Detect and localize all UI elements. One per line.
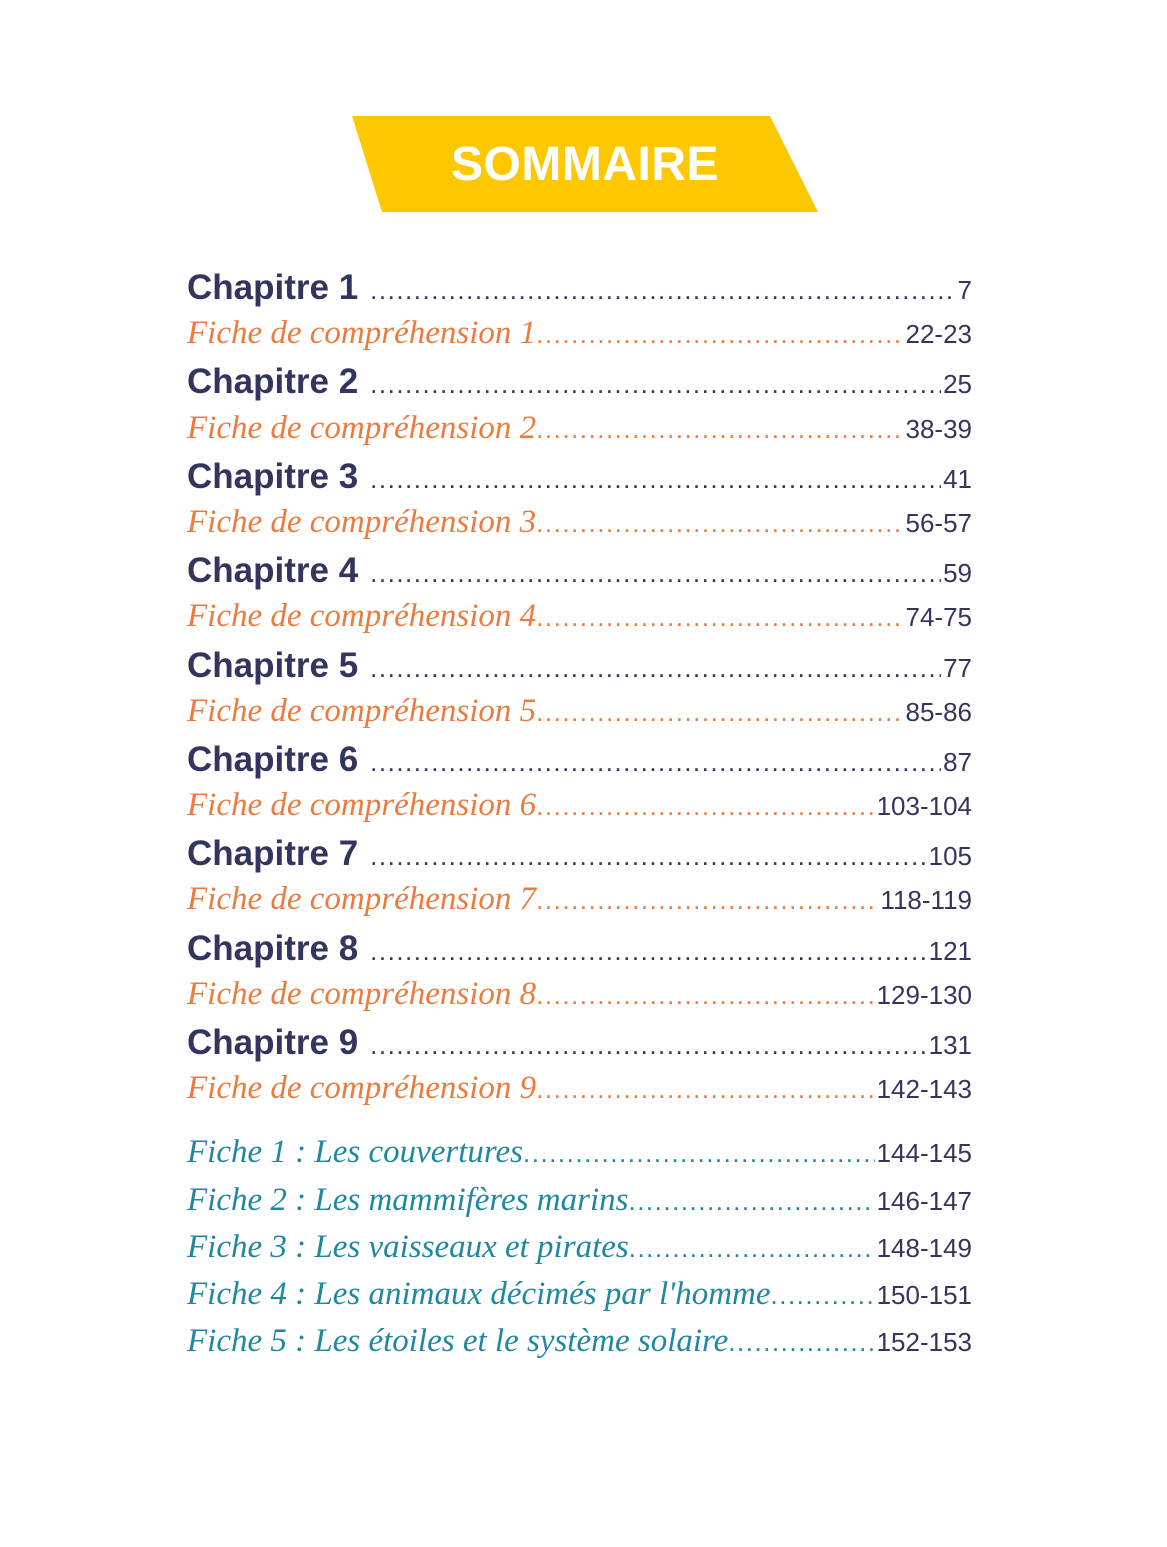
toc-entry-page: 74-75 xyxy=(905,602,972,633)
toc-entry-page: 56-57 xyxy=(905,507,972,538)
toc-extra-page: 146-147 xyxy=(876,1185,972,1216)
toc-entry-label: Chapitre 9 xyxy=(187,1023,359,1062)
toc-entry-chapitre-7[interactable] xyxy=(187,834,972,881)
dot-leader xyxy=(370,747,941,778)
toc-entry-fiche-comprehension-1[interactable] xyxy=(187,315,972,362)
toc-entry-page: 25 xyxy=(943,369,972,400)
toc-entry-chapitre-4[interactable] xyxy=(187,551,972,598)
dot-leader xyxy=(370,369,941,400)
toc-entry-fiche-comprehension-9[interactable] xyxy=(187,1070,972,1117)
toc-extra-fiche-3[interactable] xyxy=(187,1229,972,1276)
toc-entry-label: Chapitre 3 xyxy=(187,456,359,496)
dot-leader xyxy=(523,1138,875,1169)
toc-entry-label: Chapitre 8 xyxy=(187,928,359,968)
dot-leader xyxy=(536,1074,874,1105)
toc-entry-page: 129-130 xyxy=(876,979,972,1010)
toc-entry-chapitre-6[interactable] xyxy=(187,740,972,787)
toc-entry-label: Fiche de compréhension 3 xyxy=(187,503,537,540)
toc-extra-page: 152-153 xyxy=(876,1327,972,1358)
toc-entry-label: Chapitre 2 xyxy=(187,362,359,402)
toc-entry-page: 59 xyxy=(943,558,972,589)
toc-entry-page: 87 xyxy=(943,746,972,777)
toc-entry-page: 77 xyxy=(943,652,972,683)
dot-leader xyxy=(536,602,903,633)
dot-leader xyxy=(536,791,874,822)
toc-entry-fiche-comprehension-7[interactable] xyxy=(187,881,972,928)
toc-entry-page: 41 xyxy=(943,463,972,494)
toc-extra-fiche-2[interactable] xyxy=(187,1182,972,1229)
dot-leader xyxy=(771,1280,875,1311)
toc-extra-page: 148-149 xyxy=(876,1232,972,1263)
toc-entry-page: 142-143 xyxy=(876,1074,972,1105)
toc-entry-label: Fiche de compréhension 2 xyxy=(187,409,537,446)
page-title: SOMMAIRE xyxy=(451,138,719,191)
toc-entry-page: 103-104 xyxy=(876,791,972,822)
toc-entry-label: Chapitre 5 xyxy=(187,645,359,685)
toc-entry-page: 105 xyxy=(928,841,972,872)
title-banner xyxy=(352,116,818,212)
table-of-contents xyxy=(187,268,972,1370)
toc-entry-fiche-comprehension-2[interactable] xyxy=(187,410,972,457)
toc-extra-page: 144-145 xyxy=(876,1138,972,1169)
dot-leader xyxy=(370,936,926,967)
toc-entry-label: Fiche de compréhension 8 xyxy=(187,975,537,1012)
section-spacer xyxy=(187,1117,972,1134)
dot-leader xyxy=(370,275,955,306)
toc-entry-fiche-comprehension-8[interactable] xyxy=(187,976,972,1023)
toc-entry-page: 22-23 xyxy=(905,319,972,350)
dot-leader xyxy=(370,558,941,589)
toc-extra-label: Fiche 1 : Les couvertures xyxy=(187,1134,524,1171)
toc-extra-fiche-5[interactable] xyxy=(187,1323,972,1370)
toc-extra-fiche-4[interactable] xyxy=(187,1276,972,1323)
toc-entry-chapitre-9[interactable] xyxy=(187,1023,972,1070)
dot-leader xyxy=(370,841,926,872)
toc-entry-chapitre-2[interactable] xyxy=(187,362,972,409)
toc-entry-label: Fiche de compréhension 7 xyxy=(187,881,537,918)
dot-leader xyxy=(629,1233,875,1264)
toc-entry-label: Fiche de compréhension 4 xyxy=(187,598,537,635)
toc-entry-chapitre-5[interactable] xyxy=(187,646,972,693)
toc-entry-label: Fiche de compréhension 6 xyxy=(187,787,537,824)
toc-extra-page: 150-151 xyxy=(876,1279,972,1310)
toc-entry-label: Chapitre 7 xyxy=(187,834,359,874)
toc-entry-label: Chapitre 6 xyxy=(187,739,359,779)
toc-extra-label: Fiche 2 : Les mammifères marins xyxy=(187,1181,629,1218)
toc-entry-fiche-comprehension-4[interactable] xyxy=(187,598,972,645)
toc-entry-page: 121 xyxy=(928,935,972,966)
toc-entry-fiche-comprehension-3[interactable] xyxy=(187,504,972,551)
dot-leader xyxy=(628,1186,874,1217)
dot-leader xyxy=(536,508,903,539)
toc-entry-label: Fiche de compréhension 9 xyxy=(187,1070,537,1107)
dot-leader xyxy=(536,980,874,1011)
toc-extra-fiche-1[interactable] xyxy=(187,1134,972,1181)
toc-entry-label: Chapitre 1 xyxy=(187,268,359,307)
dot-leader xyxy=(370,464,941,495)
dot-leader xyxy=(728,1327,874,1358)
toc-entry-fiche-comprehension-6[interactable] xyxy=(187,787,972,834)
toc-entry-chapitre-3[interactable] xyxy=(187,457,972,504)
dot-leader xyxy=(536,697,903,728)
dot-leader xyxy=(536,319,903,350)
dot-leader xyxy=(370,1030,926,1061)
toc-extra-label: Fiche 3 : Les vaisseaux et pirates xyxy=(187,1228,629,1265)
toc-entry-label: Chapitre 4 xyxy=(187,551,359,591)
toc-entry-page: 38-39 xyxy=(905,413,972,444)
toc-entry-chapitre-1[interactable] xyxy=(187,268,972,315)
toc-entry-page: 85-86 xyxy=(905,696,972,727)
toc-extra-label: Fiche 5 : Les étoiles et le système solaire xyxy=(187,1323,729,1360)
toc-entry-chapitre-8[interactable] xyxy=(187,929,972,976)
toc-entry-fiche-comprehension-5[interactable] xyxy=(187,693,972,740)
toc-entry-page: 7 xyxy=(957,275,972,305)
toc-extra-label: Fiche 4 : Les animaux décimés par l'homme xyxy=(187,1275,771,1312)
toc-entry-page: 118-119 xyxy=(880,885,972,916)
dot-leader xyxy=(536,885,878,916)
toc-entry-page: 131 xyxy=(928,1030,972,1060)
dot-leader xyxy=(370,653,941,684)
dot-leader xyxy=(536,414,903,445)
toc-entry-label: Fiche de compréhension 5 xyxy=(187,692,537,729)
toc-entry-label: Fiche de compréhension 1 xyxy=(187,315,537,352)
